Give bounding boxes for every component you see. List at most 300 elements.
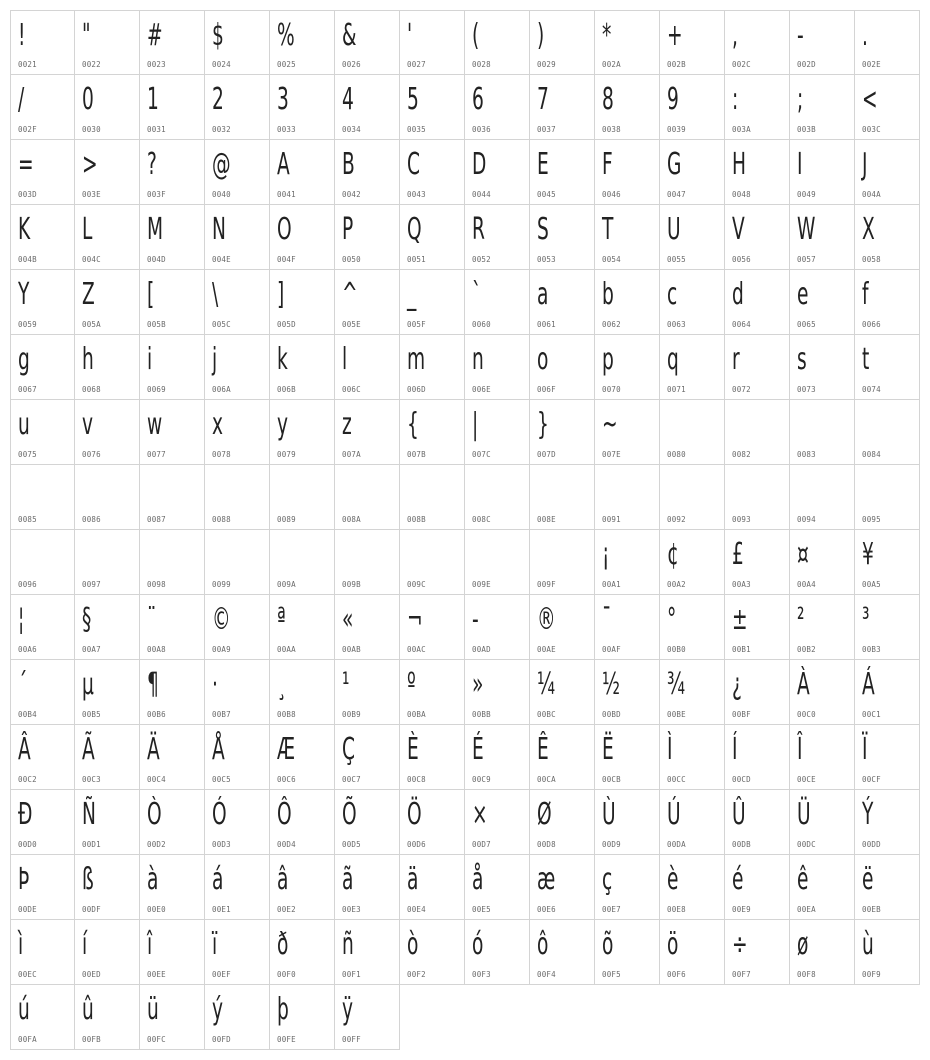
glyph-character: ¹ — [342, 667, 350, 702]
glyph-cell — [530, 660, 595, 725]
glyph-codepoint-label: 002B — [667, 60, 686, 69]
glyph-codepoint-label: 0082 — [732, 450, 751, 459]
glyph-character: R — [472, 212, 485, 247]
glyph-codepoint-label: 00CC — [667, 775, 686, 784]
glyph-cell — [790, 595, 855, 660]
glyph-codepoint-label: 00C8 — [407, 775, 426, 784]
glyph-codepoint-label: 004A — [862, 190, 881, 199]
glyph-character: ö — [667, 927, 679, 962]
glyph-cell — [10, 10, 75, 75]
glyph-character: g — [18, 342, 30, 377]
glyph-character: 9 — [667, 82, 679, 117]
glyph-cell — [595, 530, 660, 595]
glyph-cell — [205, 400, 270, 465]
glyph-character: þ — [277, 992, 289, 1027]
glyph-codepoint-label: 0073 — [797, 385, 816, 394]
glyph-cell — [335, 205, 400, 270]
glyph-cell — [725, 530, 790, 595]
glyph-character: ´ — [18, 667, 28, 702]
glyph-codepoint-label: 00CB — [602, 775, 621, 784]
glyph-cell — [465, 140, 530, 205]
glyph-character: í — [82, 927, 88, 962]
glyph-codepoint-label: 00F1 — [342, 970, 361, 979]
glyph-cell — [75, 10, 140, 75]
glyph-character: [ — [147, 277, 155, 312]
glyph-codepoint-label: 0049 — [797, 190, 816, 199]
glyph-cell — [335, 530, 400, 595]
glyph-character: ~ — [602, 407, 618, 442]
glyph-codepoint-label: 0041 — [277, 190, 296, 199]
glyph-cell — [595, 400, 660, 465]
glyph-character: ¼ — [537, 667, 556, 702]
glyph-character: ¶ — [147, 667, 159, 702]
glyph-codepoint-label: 00B8 — [277, 710, 296, 719]
glyph-codepoint-label: 006C — [342, 385, 361, 394]
glyph-codepoint-label: 00C4 — [147, 775, 166, 784]
glyph-cell — [855, 75, 920, 140]
glyph-codepoint-label: 002D — [797, 60, 816, 69]
glyph-codepoint-label: 00FD — [212, 1035, 231, 1044]
glyph-cell — [270, 270, 335, 335]
glyph-codepoint-label: 004B — [18, 255, 37, 264]
glyph-codepoint-label: 00A9 — [212, 645, 231, 654]
glyph-character: å — [472, 862, 484, 897]
glyph-cell — [595, 790, 660, 855]
glyph-cell — [75, 400, 140, 465]
glyph-codepoint-label: 0069 — [147, 385, 166, 394]
glyph-cell — [660, 335, 725, 400]
glyph-character: ] — [277, 277, 285, 312]
glyph-character: Y — [18, 277, 30, 312]
glyph-character: \ — [212, 277, 219, 312]
glyph-character: l — [342, 342, 348, 377]
glyph-codepoint-label: 0030 — [82, 125, 101, 134]
glyph-cell — [10, 595, 75, 660]
glyph-codepoint-label: 00E1 — [212, 905, 231, 914]
glyph-codepoint-label: 00A2 — [667, 580, 686, 589]
glyph-cell — [205, 790, 270, 855]
glyph-character: f — [862, 277, 869, 312]
glyph-codepoint-label: 0088 — [212, 515, 231, 524]
glyph-cell — [530, 790, 595, 855]
glyph-cell — [335, 790, 400, 855]
glyph-character: Ó — [212, 797, 227, 832]
glyph-cell — [270, 725, 335, 790]
glyph-cell — [530, 595, 595, 660]
glyph-character: ì — [18, 927, 24, 962]
glyph-codepoint-label: 00DC — [797, 840, 816, 849]
glyph-codepoint-label: 0063 — [667, 320, 686, 329]
glyph-cell — [270, 530, 335, 595]
glyph-codepoint-label: 0048 — [732, 190, 751, 199]
glyph-cell — [75, 790, 140, 855]
glyph-cell — [660, 595, 725, 660]
glyph-codepoint-label: 007B — [407, 450, 426, 459]
glyph-codepoint-label: 006B — [277, 385, 296, 394]
glyph-codepoint-label: 0035 — [407, 125, 426, 134]
glyph-character: = — [18, 147, 34, 182]
glyph-cell — [530, 205, 595, 270]
glyph-codepoint-label: 00FC — [147, 1035, 166, 1044]
glyph-codepoint-label: 00B5 — [82, 710, 101, 719]
glyph-codepoint-label: 00EE — [147, 970, 166, 979]
glyph-cell — [465, 400, 530, 465]
glyph-character: ² — [797, 602, 805, 637]
glyph-cell — [270, 140, 335, 205]
glyph-codepoint-label: 00B3 — [862, 645, 881, 654]
glyph-codepoint-label: 007A — [342, 450, 361, 459]
glyph-cell — [335, 595, 400, 660]
glyph-character: S — [537, 212, 549, 247]
glyph-codepoint-label: 0074 — [862, 385, 881, 394]
glyph-codepoint-label: 00D7 — [472, 840, 491, 849]
glyph-cell — [205, 75, 270, 140]
glyph-character: ¾ — [667, 667, 686, 702]
glyph-character: Þ — [18, 862, 30, 897]
glyph-character: Å — [212, 732, 225, 767]
glyph-character: Î — [797, 732, 803, 767]
glyph-codepoint-label: 00BB — [472, 710, 491, 719]
glyph-cell — [75, 205, 140, 270]
glyph-cell — [140, 270, 205, 335]
glyph-codepoint-label: 008A — [342, 515, 361, 524]
glyph-cell — [660, 855, 725, 920]
glyph-cell — [465, 920, 530, 985]
glyph-codepoint-label: 00B4 — [18, 710, 37, 719]
glyph-codepoint-label: 00AA — [277, 645, 296, 654]
glyph-codepoint-label: 0042 — [342, 190, 361, 199]
glyph-codepoint-label: 00C3 — [82, 775, 101, 784]
glyph-character: P — [342, 212, 354, 247]
glyph-codepoint-label: 0037 — [537, 125, 556, 134]
glyph-codepoint-label: 0040 — [212, 190, 231, 199]
glyph-cell — [790, 920, 855, 985]
glyph-codepoint-label: 00EF — [212, 970, 231, 979]
glyph-codepoint-label: 007D — [537, 450, 556, 459]
glyph-cell — [790, 660, 855, 725]
glyph-character: ? — [147, 147, 157, 182]
glyph-cell — [855, 725, 920, 790]
glyph-codepoint-label: 00B0 — [667, 645, 686, 654]
glyph-codepoint-label: 00A4 — [797, 580, 816, 589]
glyph-cell — [140, 205, 205, 270]
glyph-character: | — [472, 407, 479, 442]
glyph-cell — [530, 335, 595, 400]
glyph-character: 1 — [147, 82, 159, 117]
glyph-codepoint-label: 0096 — [18, 580, 37, 589]
glyph-character: Æ — [277, 732, 296, 767]
glyph-cell — [595, 10, 660, 75]
glyph-cell — [140, 920, 205, 985]
glyph-codepoint-label: 00A7 — [82, 645, 101, 654]
glyph-cell — [335, 400, 400, 465]
glyph-codepoint-label: 00D5 — [342, 840, 361, 849]
glyph-character: Ô — [277, 797, 292, 832]
glyph-cell — [595, 335, 660, 400]
glyph-character: E — [537, 147, 549, 182]
glyph-codepoint-label: 00F5 — [602, 970, 621, 979]
glyph-character: ú — [18, 992, 30, 1027]
glyph-character: z — [342, 407, 352, 442]
glyph-cell — [660, 920, 725, 985]
glyph-codepoint-label: 0079 — [277, 450, 296, 459]
glyph-cell — [855, 595, 920, 660]
glyph-character: : — [732, 82, 739, 117]
glyph-character: $ — [212, 18, 224, 53]
glyph-character: K — [18, 212, 31, 247]
glyph-codepoint-label: 00F9 — [862, 970, 881, 979]
glyph-codepoint-label: 00BE — [667, 710, 686, 719]
glyph-character: À — [797, 667, 810, 702]
glyph-cell — [855, 270, 920, 335]
glyph-character: ã — [342, 862, 354, 897]
glyph-cell — [790, 530, 855, 595]
glyph-character: û — [82, 992, 94, 1027]
glyph-character: D — [472, 147, 487, 182]
glyph-cell — [595, 660, 660, 725]
glyph-codepoint-label: 00E5 — [472, 905, 491, 914]
glyph-codepoint-label: 00E6 — [537, 905, 556, 914]
glyph-cell — [205, 335, 270, 400]
glyph-cell — [465, 530, 530, 595]
glyph-cell — [855, 335, 920, 400]
glyph-character: M — [147, 212, 164, 247]
glyph-character: p — [602, 342, 614, 377]
glyph-codepoint-label: 004E — [212, 255, 231, 264]
glyph-character: ó — [472, 927, 484, 962]
glyph-cell — [790, 10, 855, 75]
glyph-codepoint-label: 003D — [18, 190, 37, 199]
glyph-cell — [790, 270, 855, 335]
glyph-character: n — [472, 342, 484, 377]
glyph-cell — [855, 855, 920, 920]
glyph-character: ª — [277, 602, 286, 637]
glyph-character: Á — [862, 667, 875, 702]
glyph-cell — [660, 10, 725, 75]
glyph-character: á — [212, 862, 224, 897]
glyph-codepoint-label: 00D3 — [212, 840, 231, 849]
glyph-character: Â — [18, 732, 31, 767]
glyph-codepoint-label: 0091 — [602, 515, 621, 524]
glyph-codepoint-label: 00E3 — [342, 905, 361, 914]
glyph-codepoint-label: 002C — [732, 60, 751, 69]
glyph-codepoint-label: 0023 — [147, 60, 166, 69]
glyph-cell — [10, 335, 75, 400]
glyph-codepoint-label: 0056 — [732, 255, 751, 264]
glyph-codepoint-label: 00F4 — [537, 970, 556, 979]
glyph-character: / — [18, 82, 25, 117]
glyph-codepoint-label: 00EA — [797, 905, 816, 914]
glyph-cell — [725, 270, 790, 335]
glyph-character: . — [862, 18, 868, 53]
glyph-cell — [790, 205, 855, 270]
glyph-cell — [725, 75, 790, 140]
glyph-character: & — [342, 18, 357, 53]
glyph-cell — [595, 855, 660, 920]
glyph-character: ü — [147, 992, 159, 1027]
glyph-cell — [725, 660, 790, 725]
glyph-character: ¦ — [18, 602, 25, 637]
glyph-character: Z — [82, 277, 95, 312]
glyph-cell — [855, 465, 920, 530]
glyph-cell — [855, 205, 920, 270]
glyph-character: â — [277, 862, 289, 897]
glyph-codepoint-label: 00C9 — [472, 775, 491, 784]
glyph-codepoint-label: 00BA — [407, 710, 426, 719]
glyph-character: Ä — [147, 732, 160, 767]
glyph-cell — [660, 790, 725, 855]
glyph-codepoint-label: 0058 — [862, 255, 881, 264]
glyph-cell — [725, 595, 790, 660]
glyph-cell — [855, 790, 920, 855]
glyph-codepoint-label: 00C6 — [277, 775, 296, 784]
glyph-codepoint-label: 0024 — [212, 60, 231, 69]
glyph-codepoint-label: 00FE — [277, 1035, 296, 1044]
glyph-cell — [205, 10, 270, 75]
glyph-codepoint-label: 005E — [342, 320, 361, 329]
glyph-cell — [595, 205, 660, 270]
glyph-character: ½ — [602, 667, 621, 702]
glyph-cell — [140, 465, 205, 530]
glyph-character: ; — [797, 82, 804, 117]
glyph-codepoint-label: 00DF — [82, 905, 101, 914]
glyph-cell — [270, 985, 335, 1050]
glyph-codepoint-label: 00D0 — [18, 840, 37, 849]
glyph-codepoint-label: 00D1 — [82, 840, 101, 849]
glyph-character: ý — [212, 992, 224, 1027]
glyph-character: i — [147, 342, 153, 377]
glyph-cell — [790, 790, 855, 855]
glyph-cell — [855, 400, 920, 465]
glyph-cell — [530, 400, 595, 465]
glyph-cell — [465, 725, 530, 790]
glyph-codepoint-label: 0076 — [82, 450, 101, 459]
glyph-character: T — [602, 212, 614, 247]
glyph-character: ¿ — [732, 667, 742, 702]
glyph-codepoint-label: 00C0 — [797, 710, 816, 719]
glyph-cell — [140, 400, 205, 465]
glyph-codepoint-label: 0043 — [407, 190, 426, 199]
glyph-character: ð — [277, 927, 289, 962]
glyph-character: Ë — [602, 732, 614, 767]
glyph-cell — [465, 790, 530, 855]
glyph-character: ÿ — [342, 992, 354, 1027]
glyph-character: ° — [667, 602, 677, 637]
glyph-character: + — [667, 18, 683, 53]
glyph-character: È — [407, 732, 419, 767]
glyph-character: " — [82, 18, 91, 53]
glyph-cell — [530, 465, 595, 530]
glyph-codepoint-label: 0029 — [537, 60, 556, 69]
glyph-cell — [660, 660, 725, 725]
glyph-character: » — [472, 667, 484, 702]
glyph-codepoint-label: 00B9 — [342, 710, 361, 719]
glyph-codepoint-label: 0070 — [602, 385, 621, 394]
glyph-character: G — [667, 147, 682, 182]
glyph-character: « — [342, 602, 354, 637]
glyph-cell — [530, 920, 595, 985]
glyph-codepoint-label: 003A — [732, 125, 751, 134]
glyph-cell — [205, 530, 270, 595]
glyph-cell — [400, 270, 465, 335]
glyph-character: r — [732, 342, 740, 377]
glyph-codepoint-label: 0089 — [277, 515, 296, 524]
glyph-cell — [790, 465, 855, 530]
glyph-cell — [335, 140, 400, 205]
glyph-cell — [10, 660, 75, 725]
glyph-character: ± — [732, 602, 748, 637]
glyph-codepoint-label: 006E — [472, 385, 491, 394]
glyph-character: , — [732, 18, 738, 53]
glyph-codepoint-label: 005F — [407, 320, 426, 329]
glyph-codepoint-label: 00E8 — [667, 905, 686, 914]
glyph-cell — [75, 270, 140, 335]
glyph-codepoint-label: 0032 — [212, 125, 231, 134]
glyph-codepoint-label: 00CE — [797, 775, 816, 784]
glyph-character: Ö — [407, 797, 422, 832]
glyph-cell — [400, 530, 465, 595]
glyph-cell — [270, 75, 335, 140]
glyph-cell — [465, 205, 530, 270]
glyph-codepoint-label: 002A — [602, 60, 621, 69]
glyph-codepoint-label: 0047 — [667, 190, 686, 199]
glyph-character: ! — [18, 18, 26, 53]
glyph-cell — [725, 140, 790, 205]
glyph-character: 6 — [472, 82, 484, 117]
glyph-cell — [140, 140, 205, 205]
glyph-codepoint-label: 00FF — [342, 1035, 361, 1044]
glyph-codepoint-label: 0077 — [147, 450, 166, 459]
glyph-cell — [530, 270, 595, 335]
glyph-cell — [790, 75, 855, 140]
glyph-codepoint-label: 00AF — [602, 645, 621, 654]
glyph-character: - — [472, 602, 479, 637]
glyph-codepoint-label: 0055 — [667, 255, 686, 264]
glyph-codepoint-label: 00AC — [407, 645, 426, 654]
glyph-codepoint-label: 00ED — [82, 970, 101, 979]
glyph-character: b — [602, 277, 614, 312]
glyph-codepoint-label: 0053 — [537, 255, 556, 264]
glyph-character: Ì — [667, 732, 673, 767]
glyph-codepoint-label: 00D6 — [407, 840, 426, 849]
glyph-codepoint-label: 00E4 — [407, 905, 426, 914]
glyph-codepoint-label: 0045 — [537, 190, 556, 199]
glyph-codepoint-label: 0062 — [602, 320, 621, 329]
glyph-cell — [335, 985, 400, 1050]
glyph-cell — [270, 855, 335, 920]
glyph-cell — [205, 140, 270, 205]
glyph-cell — [465, 595, 530, 660]
glyph-character: v — [82, 407, 94, 442]
glyph-codepoint-label: 0022 — [82, 60, 101, 69]
glyph-cell — [270, 920, 335, 985]
glyph-cell — [140, 985, 205, 1050]
glyph-character: w — [147, 407, 163, 442]
glyph-cell — [595, 595, 660, 660]
glyph-character: Ã — [82, 732, 95, 767]
glyph-cell — [790, 855, 855, 920]
glyph-codepoint-label: 00B6 — [147, 710, 166, 719]
glyph-cell — [10, 400, 75, 465]
glyph-cell — [335, 465, 400, 530]
glyph-character: Ñ — [82, 797, 96, 832]
glyph-cell — [595, 75, 660, 140]
glyph-character: U — [667, 212, 681, 247]
glyph-character: 4 — [342, 82, 354, 117]
glyph-codepoint-label: 007E — [602, 450, 621, 459]
glyph-codepoint-label: 00C7 — [342, 775, 361, 784]
glyph-codepoint-label: 00BC — [537, 710, 556, 719]
